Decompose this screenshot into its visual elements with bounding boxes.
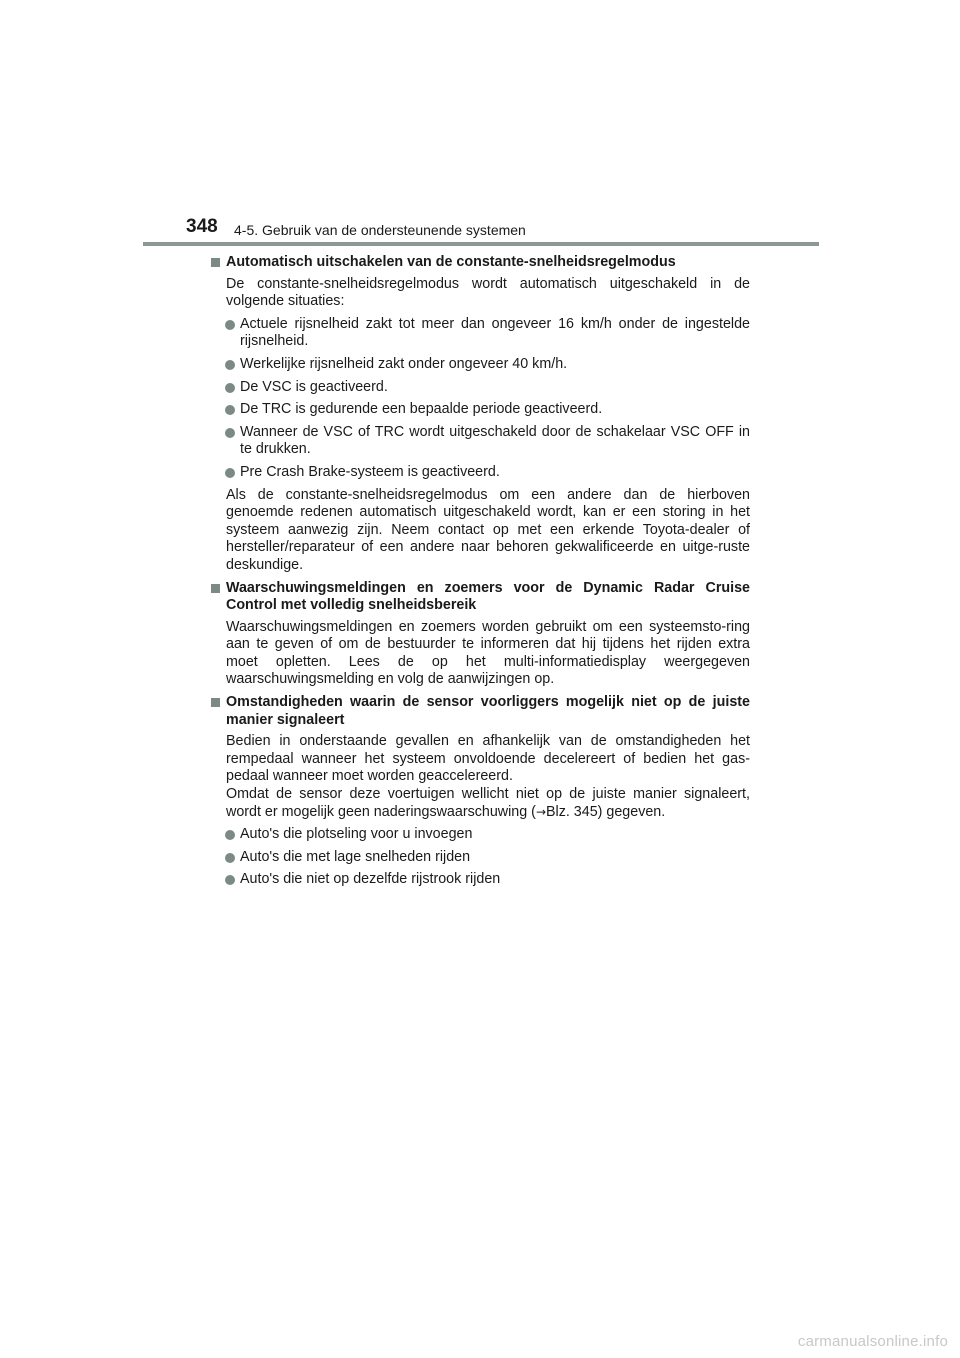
list-item xyxy=(210,826,750,844)
section-auto-disengage xyxy=(210,254,750,575)
round-bullet-icon xyxy=(225,383,235,393)
reference-text-before: Omdat de sensor deze voertuigen wellicht niet op de juiste manier signaleert, wordt er mogelijk geen naderingswaarschuwing ( xyxy=(226,786,750,820)
list-item xyxy=(210,401,750,419)
section-heading-text: Automatisch uitschakelen van de constante-snelheidsregelmodus xyxy=(226,254,676,270)
page-number: 348 xyxy=(186,216,218,237)
list-item xyxy=(210,356,750,374)
header-rule xyxy=(143,242,819,246)
arrow-right-icon: → xyxy=(535,804,546,819)
watermark: carmanualsonline.info xyxy=(797,1333,948,1350)
bullet-list xyxy=(210,826,750,889)
list-item-text: Wanneer de VSC of TRC wordt uitgeschakeld door de schakelaar VSC OFF in te drukken. xyxy=(240,423,750,458)
round-bullet-icon xyxy=(225,320,235,330)
round-bullet-icon xyxy=(225,405,235,415)
page-reference-link[interactable]: Blz. 345) gegeven. xyxy=(546,803,666,820)
section-body: Waarschuwingsmeldingen en zoemers worden gebruikt om een systeemsto-ring aan te geven of om de bestuurder te informeren dat hij tijdens het rijden extra moet opletten. Lees de op het multi-informatiedisplay weergegeven waarschuwingsmelding en volg de aanwijzingen op. xyxy=(226,618,750,688)
list-item-text: Auto's die niet op dezelfde rijstrook rijden xyxy=(240,871,501,888)
round-bullet-icon xyxy=(225,468,235,478)
section-warning-messages xyxy=(210,580,750,690)
section-body: Bedien in onderstaande gevallen en afhankelijk van de omstandigheden het rempedaal wanneer het systeem onvoldoende decelereert of bedien het gas-pedaal wanneer moet worden geaccelereerd. xyxy=(226,733,750,785)
round-bullet-icon xyxy=(225,875,235,885)
list-item-text: Werkelijke rijsnelheid zakt onder ongeveer 40 km/h. xyxy=(240,355,568,372)
square-bullet-icon xyxy=(211,584,220,593)
list-item-text: Pre Crash Brake-systeem is geactiveerd. xyxy=(240,463,500,480)
page-content xyxy=(210,254,750,889)
bullet-list xyxy=(210,316,750,482)
list-item-text: Auto's die met lage snelheden rijden xyxy=(240,848,471,865)
square-bullet-icon xyxy=(211,258,220,267)
section-heading-text: Omstandigheden waarin de sensor voorliggers mogelijk niet op de juiste manier signaleert xyxy=(226,694,750,728)
chapter-title: 4-5. Gebruik van de ondersteunende systemen xyxy=(234,222,526,238)
section-heading-text: Waarschuwingsmeldingen en zoemers voor de Dynamic Radar Cruise Control met volledig snelheidsbereik xyxy=(226,579,750,614)
section-sensor-conditions xyxy=(210,694,750,889)
list-item xyxy=(210,849,750,867)
list-item-text: Auto's die plotseling voor u invoegen xyxy=(240,826,473,843)
square-bullet-icon xyxy=(211,698,220,707)
list-item xyxy=(210,424,750,459)
list-item xyxy=(210,379,750,397)
list-item-text: Actuele rijsnelheid zakt tot meer dan ongeveer 16 km/h onder de ingestelde rijsnelheid. xyxy=(240,315,750,350)
list-item xyxy=(210,316,750,351)
section-outro: Als de constante-snelheidsregelmodus om een andere dan de hierboven genoemde redenen automatisch uitgeschakeld wordt, kan er een storing in het systeem aanwezig zijn. Neem contact op met een erkende Toyota-dealer of hersteller/reparateur of een andere naar behoren gekwalificeerde en uitge-ruste deskundige. xyxy=(226,486,750,573)
round-bullet-icon xyxy=(225,360,235,370)
list-item xyxy=(210,464,750,482)
round-bullet-icon xyxy=(225,830,235,840)
round-bullet-icon xyxy=(225,428,235,438)
list-item-text: De VSC is geactiveerd. xyxy=(240,378,388,395)
section-heading xyxy=(210,254,750,272)
round-bullet-icon xyxy=(225,853,235,863)
section-intro: De constante-snelheidsregelmodus wordt automatisch uitgeschakeld in de volgende situaties: xyxy=(226,275,750,310)
list-item xyxy=(210,871,750,889)
section-body-reference xyxy=(210,786,750,821)
section-heading xyxy=(210,580,750,615)
section-heading xyxy=(210,694,750,729)
list-item-text: De TRC is gedurende een bepaalde periode geactiveerd. xyxy=(240,401,603,418)
